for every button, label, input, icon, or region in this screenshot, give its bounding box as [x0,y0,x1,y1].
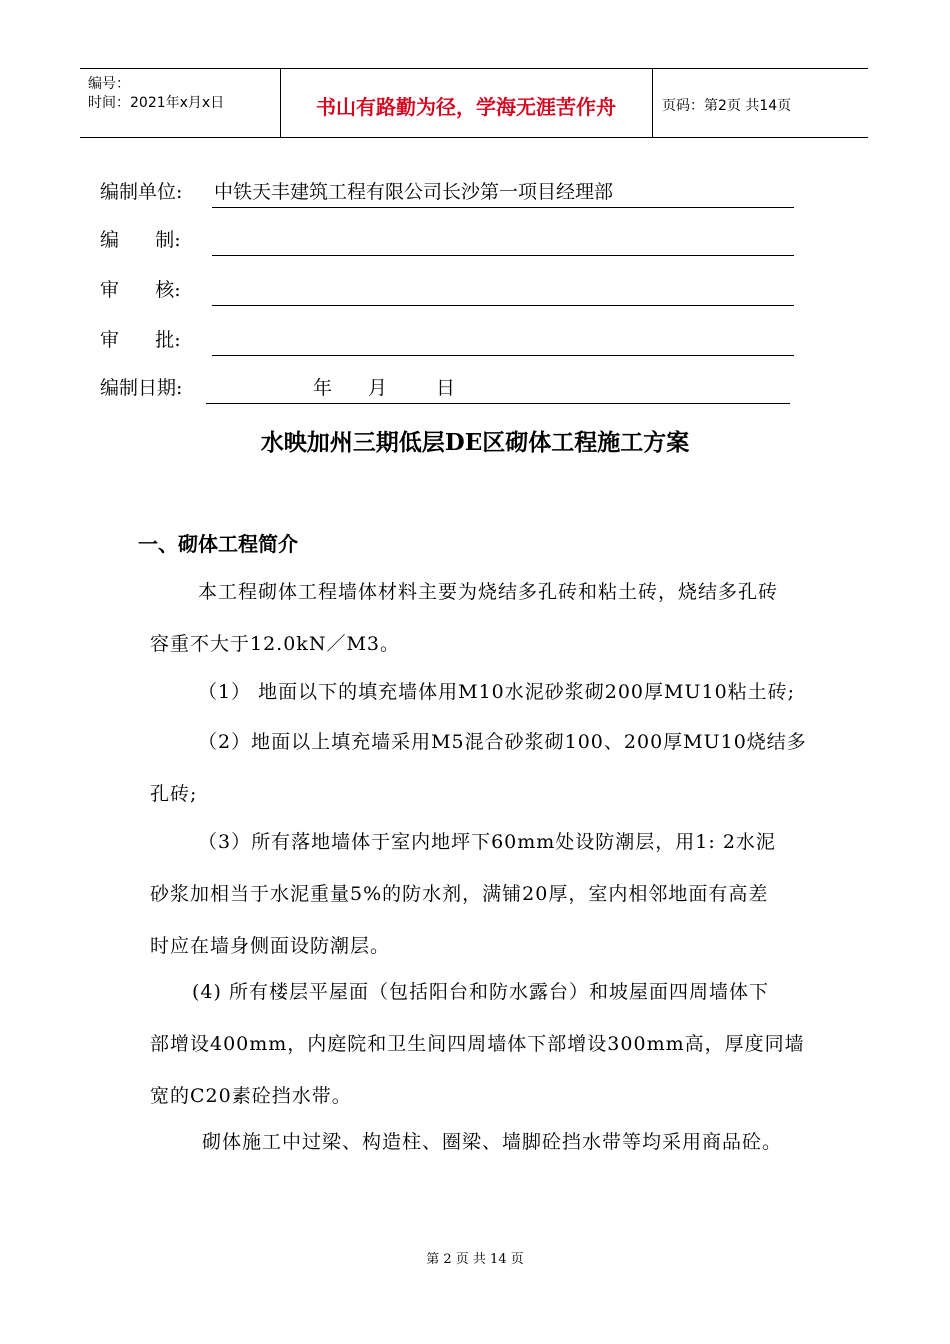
field-unit-line [212,207,794,208]
document-number: 编号： [88,76,130,92]
paragraph [150,816,850,972]
paragraph [150,716,850,820]
field-unit-label: 编制单位: [100,181,183,203]
paragraph [150,966,850,1122]
section-heading: 一、砌体工程简介 [138,532,298,556]
header-meta-cell [80,69,281,137]
paragraph-line: 部增设400mm，内庭院和卫生间四周墙体下部增设300mm高，厚度同墙 [150,1033,805,1055]
paragraph-line: 孔砖; [150,783,198,805]
paragraph-line: 本工程砌体工程墙体材料主要为烧结多孔砖和粘土砖，烧结多孔砖 [198,581,779,603]
paragraph-line: 容重不大于12.0kN／M3。 [150,633,400,655]
paragraph [150,566,850,670]
paragraph-line: 砌体施工中过梁、构造柱、圈梁、墙脚砼挡水带等均采用商品砼。 [202,1131,783,1153]
paragraph-line: 砂浆加相当于水泥重量5%的防水剂，满铺20厚，室内相邻地面有高差 [150,883,769,905]
header-motto-cell [280,69,653,137]
field-date-line [206,403,790,404]
paragraph-line: （3）所有落地墙体于室内地坪下60mm处设防潮层，用1: 2水泥 [198,831,776,853]
paragraph [150,1116,850,1168]
document-title: 水映加州三期低层DE区砌体工程施工方案 [260,429,690,456]
page-footer: 第 2 页 共 14 页 [426,1252,524,1267]
paragraph-line: (4) 所有楼层平屋面（包括阳台和防水露台）和坡屋面四周墙体下 [192,981,769,1003]
field-review-label: 审 核: [100,279,181,301]
field-date-label: 编制日期: [100,377,183,399]
paragraph-line: （1） 地面以下的填充墙体用M10水泥砂浆砌200厚MU10粘土砖; [198,681,796,703]
field-unit [100,178,794,208]
field-review [100,276,794,306]
field-approve [100,326,794,356]
paragraph [150,666,850,718]
field-author [100,226,794,256]
date-day: 日 [436,377,456,399]
date-year: 年 [313,377,333,399]
paragraph-line: （2）地面以上填充墙采用M5混合砂浆砌100、200厚MU10烧结多 [198,731,807,753]
field-approve-label: 审 批: [100,329,181,351]
field-review-line [212,305,794,306]
paragraph-line: 时应在墙身侧面设防潮层。 [150,935,391,957]
document-time: 时间：2021年x月x日 [88,95,225,111]
field-date [100,374,790,404]
date-month: 月 [368,377,388,399]
header-page-cell [652,69,868,137]
paragraph-line: 宽的C20素砼挡水带。 [150,1085,352,1107]
field-author-line [212,255,794,256]
header-motto: 书山有路勤为径，学海无涯苦作舟 [316,95,616,119]
header-page-info: 页码：第2页 共14页 [662,98,792,114]
page-header [80,68,868,138]
field-author-label: 编 制: [100,229,181,251]
field-approve-line [212,355,794,356]
field-unit-value: 中铁天丰建筑工程有限公司长沙第一项目经理部 [214,181,614,203]
